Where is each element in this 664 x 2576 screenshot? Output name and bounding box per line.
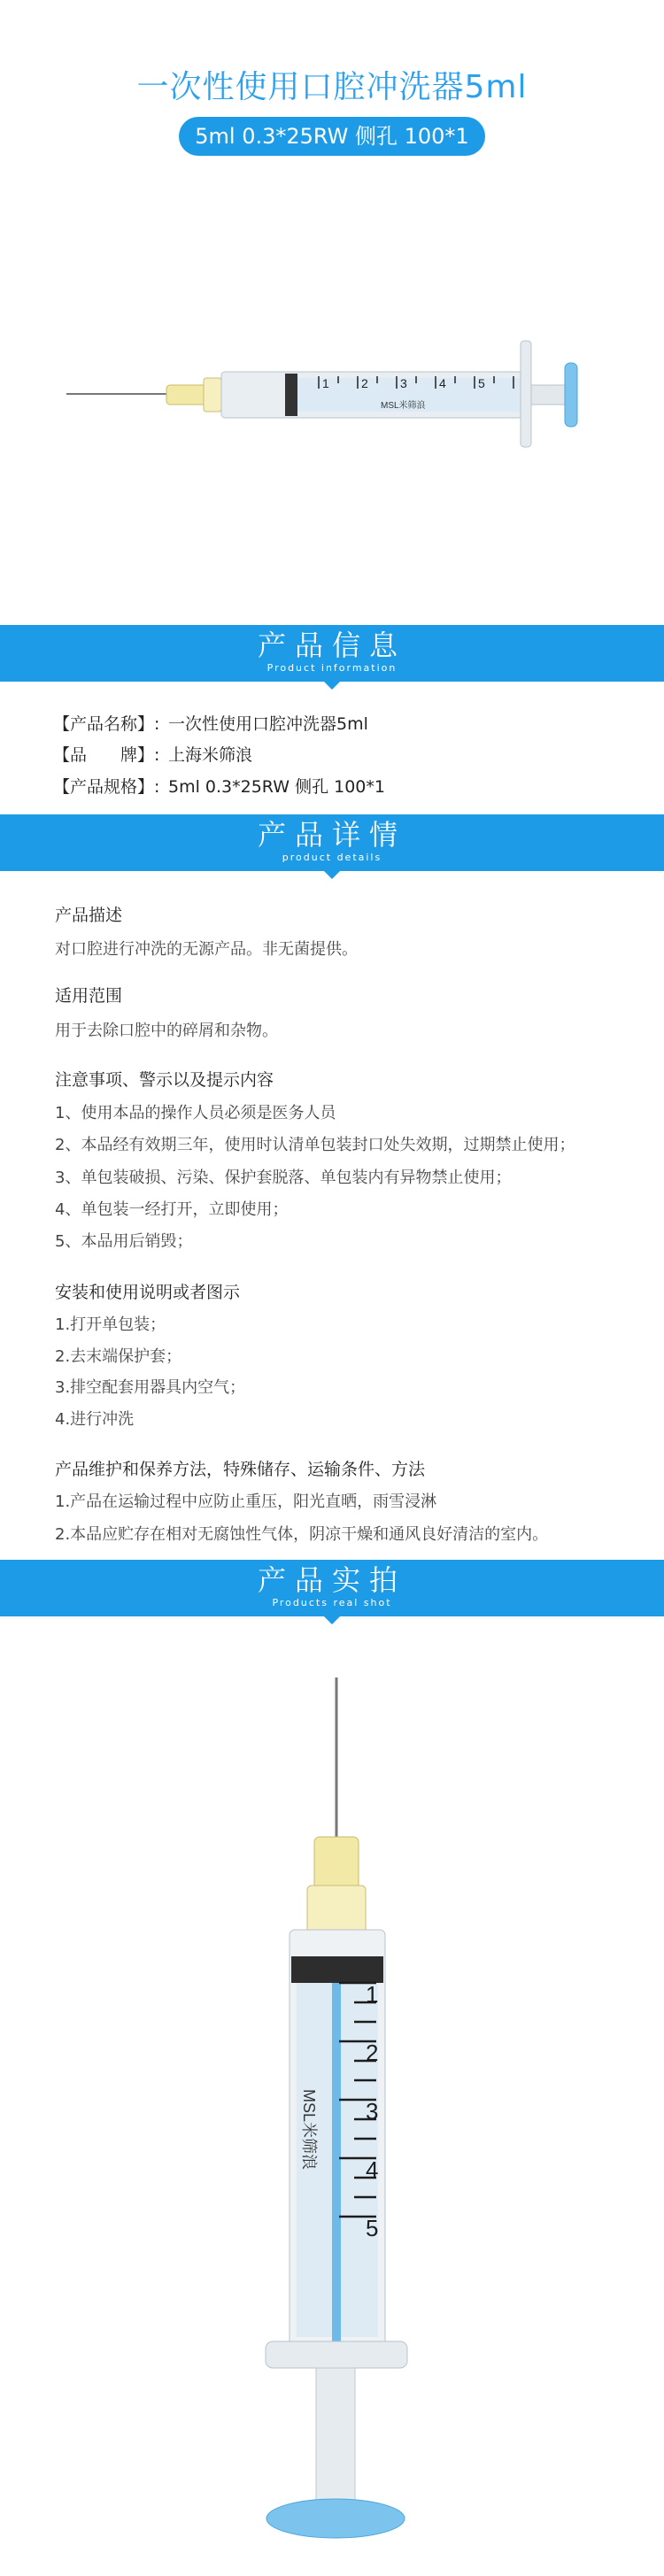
plunger-stopper (291, 1956, 383, 1983)
scale-label: 1 (322, 376, 329, 390)
list-item: 5、本品用后销毁； (55, 1232, 193, 1251)
info-row: 【产品名称】: 一次性使用口腔冲洗器5ml (53, 714, 368, 734)
spec-badge: 5ml 0.3*25RW 侧孔 100*1 (179, 117, 485, 156)
list-item: 2.本品应贮存在相对无腐蚀性气体，阴凉干燥和通风良好清洁的室内。 (55, 1525, 549, 1544)
desc-text: 对口腔进行冲洗的无源产品。非无菌提供。 (55, 940, 358, 959)
list-item: 2.去末端保护套； (55, 1347, 182, 1366)
brand-print: MSL米筛浪 (300, 2089, 318, 2171)
list-item: 4.进行冲洗 (55, 1410, 135, 1429)
section-banner-photos: 产品实拍 Products real shot (0, 1560, 664, 1616)
list-item: 1、使用本品的操作人员必须是医务人员 (55, 1104, 336, 1122)
syringe-vertical-image (235, 1673, 429, 2558)
brand-print: MSL米筛浪 (381, 401, 426, 411)
list-item: 3、单包装破损、污染、保护套脱落、单包装内有异物禁止使用； (55, 1168, 512, 1187)
finger-flange (521, 341, 531, 447)
finger-flange (266, 2341, 407, 2368)
info-row: 【产品规格】: 5ml 0.3*25RW 侧孔 100*1 (53, 777, 385, 797)
scope-text: 用于去除口腔中的碎屑和杂物。 (55, 1022, 278, 1040)
scale-label: 5 (366, 2215, 379, 2241)
scale-label: 4 (439, 376, 446, 390)
list-item: 1.产品在运输过程中应防止重压，阳光直晒，雨雪浸淋 (55, 1492, 437, 1511)
scale-label: 2 (361, 376, 368, 390)
scale-label: 5 (478, 376, 485, 390)
maint-title: 产品维护和保养方法，特殊储存、运输条件、方法 (55, 1460, 426, 1479)
thumb-press (266, 2499, 405, 2538)
scope-title: 适用范围 (55, 986, 123, 1006)
section-banner-details: 产品详情 product details (0, 814, 664, 871)
notes-title: 注意事项、警示以及提示内容 (55, 1070, 274, 1090)
plunger-stopper (285, 374, 297, 416)
list-item: 1.打开单包装； (55, 1315, 166, 1334)
scale-label: 1 (366, 1981, 379, 2008)
scale-label: 3 (400, 376, 407, 390)
syringe-horizontal-image (53, 323, 602, 456)
needle-hub (314, 1837, 359, 1890)
scale-label: 4 (366, 2156, 379, 2183)
section-banner-info: 产品信息 Product information (0, 625, 664, 682)
list-item: 3.排空配套用器具内空气； (55, 1378, 246, 1397)
scale-label: 2 (366, 2040, 379, 2066)
list-item: 2、本品经有效期三年，使用时认清单包装封口处失效期，过期禁止使用； (55, 1136, 575, 1154)
usage-title: 安装和使用说明或者图示 (55, 1283, 241, 1302)
thumb-press (565, 363, 577, 427)
desc-title: 产品描述 (55, 906, 123, 925)
info-row: 【品 牌】: 上海米筛浪 (53, 745, 253, 765)
page-title: 一次性使用口腔冲洗器5ml (136, 69, 528, 105)
scale-label: 3 (366, 2098, 379, 2125)
list-item: 4、单包装一经打开，立即使用； (55, 1200, 289, 1219)
